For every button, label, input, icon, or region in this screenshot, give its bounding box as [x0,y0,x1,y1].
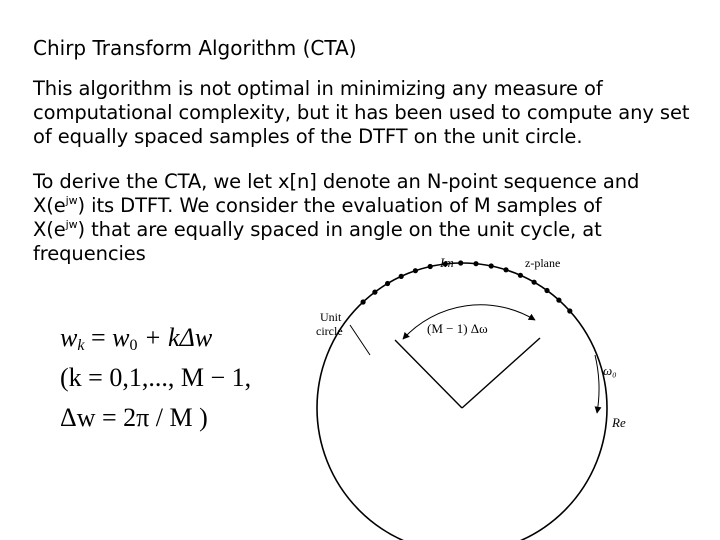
sample-point [489,263,494,268]
sample-point [361,299,366,304]
sample-point [428,264,433,269]
arc-span-label: (M − 1) Δω [427,321,488,336]
intro-paragraph [33,77,720,149]
radius-start [462,338,540,408]
formula-delta-w: Δw [179,323,213,352]
formula-subscript-0: 0 [129,337,138,354]
formula-w: w [112,323,130,352]
unit-circle-label: Unit [320,310,342,324]
z-plane-label: z-plane [525,256,561,270]
derivation-line [33,194,720,218]
text-fragment: X(e [33,194,66,217]
sample-point [473,261,478,266]
formula-subscript-k: k [77,337,85,354]
sample-point [567,308,572,313]
real-axis-label: Re [612,415,626,430]
sample-point [556,298,561,303]
text-fragment: ) its DTFT. We consider the evaluation of M samples of [77,194,602,217]
formula-row-2: (k = 0,1,..., M − 1, [60,363,252,392]
radius-end [395,340,462,408]
sample-point [503,267,508,272]
intro-line: computational complexity, but it has been used to compute any set [33,101,690,124]
slide-title: Chirp Transform Algorithm (CTA) [33,36,357,60]
unit-circle-diagram [300,245,700,540]
superscript: jw [65,194,78,207]
text-fragment: X(e [33,218,66,241]
formula-w: w [60,323,78,352]
sample-point [532,280,537,285]
imaginary-axis-label: Im [440,255,454,270]
angle-arc-w0 [595,355,599,413]
sample-point [385,281,390,286]
intro-line: This algorithm is not optimal in minimizing any measure of [33,77,603,100]
formula-equals: = [84,323,113,352]
sample-point [458,260,463,265]
derivation-line: To derive the CTA, we let x[n] denote an N-point sequence and [33,170,640,193]
superscript: jw [65,218,78,231]
unit-circle-label: circle [316,324,343,338]
derivation-line: frequencies [33,242,146,265]
text-fragment: ) that are equally spaced in angle on the unit cycle, at [77,218,602,241]
unit-circle-pointer [350,325,370,355]
derivation-line [33,218,720,242]
sample-point [413,268,418,273]
unit-circle [317,263,607,540]
sample-point [372,290,377,295]
sample-point [518,273,523,278]
omega-zero-label: ω₀ [603,363,617,378]
frequency-formula [60,318,251,438]
sample-point [544,288,549,293]
formula-row-3: Δw = 2π / M ) [60,403,208,432]
formula-row-1 [60,318,251,358]
intro-line: of equally spaced samples of the DTFT on the unit circle. [33,125,583,148]
sample-point [399,274,404,279]
formula-plus-k: + k [137,323,180,352]
